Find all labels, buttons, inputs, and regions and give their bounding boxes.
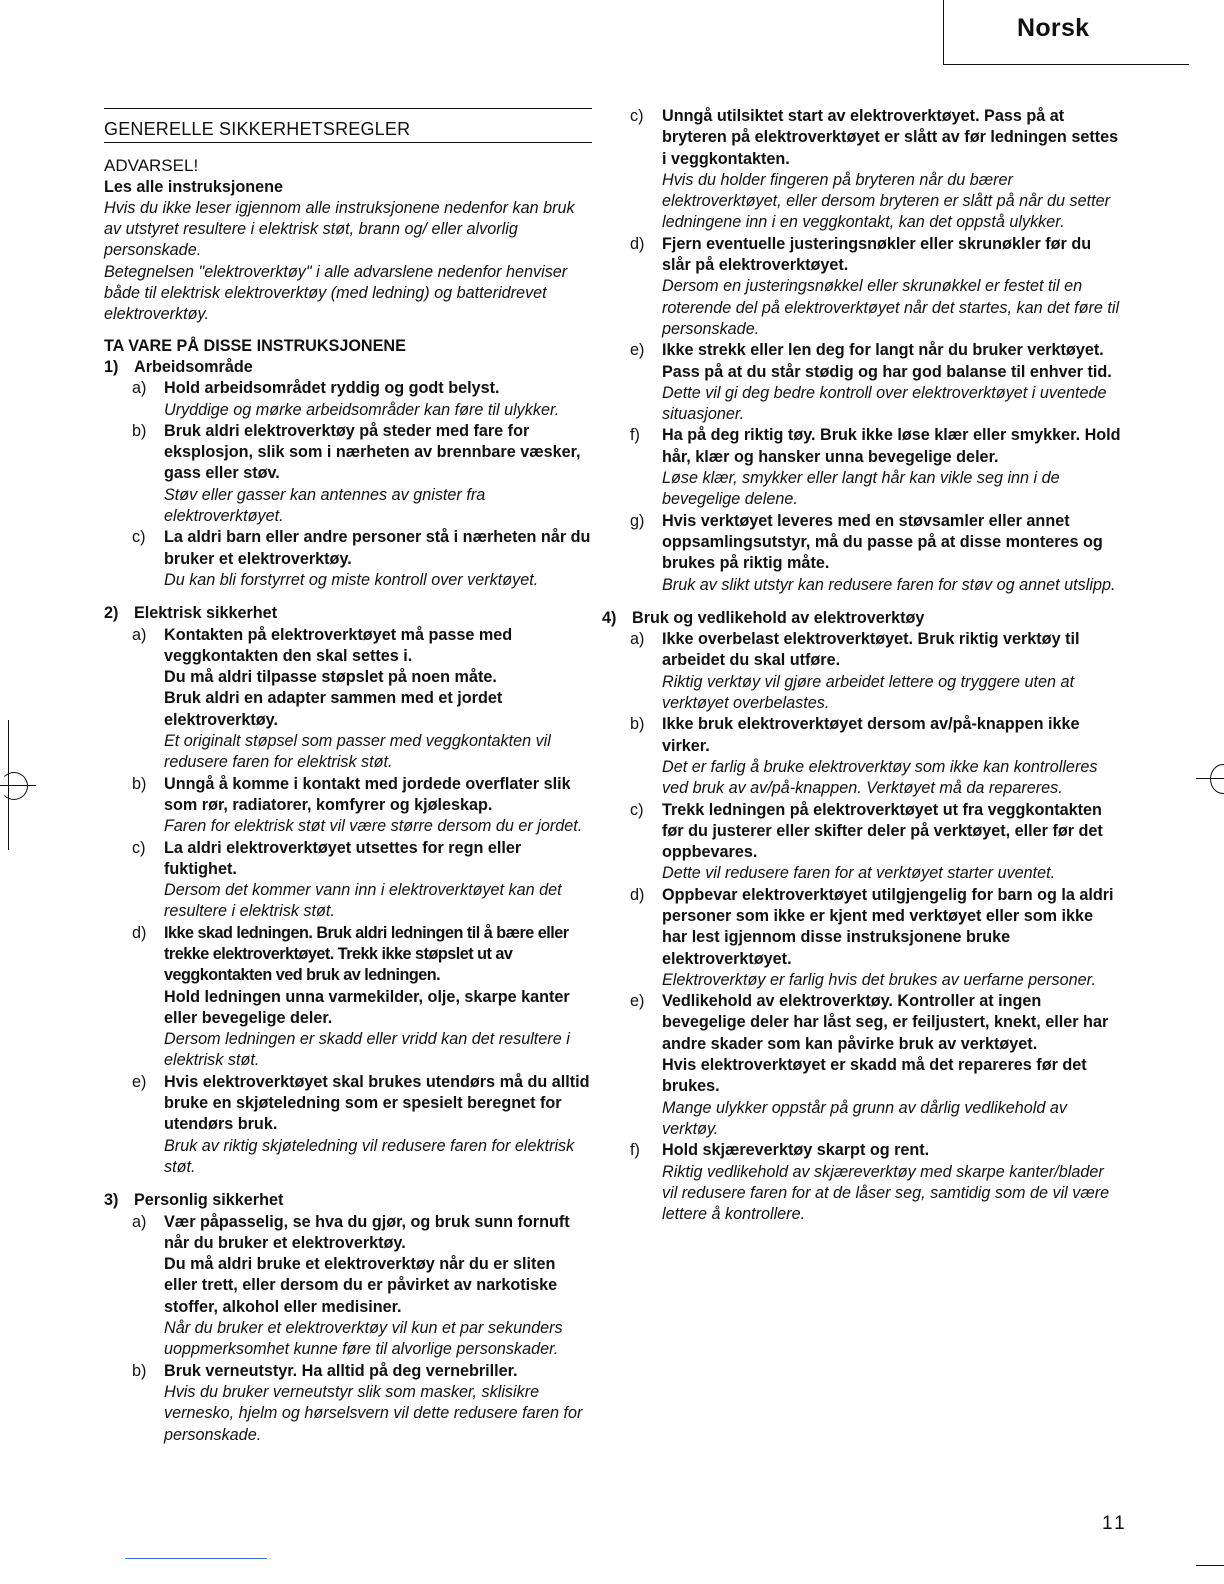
section-1-heading: 1) Arbeidsområde	[104, 357, 253, 376]
list-item: a) Hold arbeidsområdet ryddig og godt belyst. Uryddige og mørke arbeidsområder kan føre til ulykker.	[132, 379, 560, 419]
list-item: f) Ha på deg riktig tøy. Bruk ikke løse klær eller smykker. Hold hår, klær og hansker unna bevegelige deler. Løse klær, smykker eller langt hår kan vikle seg inn i de bevegelige delene.	[630, 426, 1121, 509]
list-item: c) Trekk ledningen på elektroverktøyet ut fra veggkontakten før du justerer eller skifter deler på verktøyet, eller før det oppbevares. Dette vil redusere faren for at verktøyet starter uventet.	[630, 800, 1103, 883]
list-item: c) La aldri barn eller andre personer stå i nærheten når du bruker et elektroverktøy. Du kan bli forstyrret og miste kontroll over verktøyet.	[132, 528, 591, 589]
list-item: b) Bruk verneutstyr. Ha alltid på deg vernebriller. Hvis du bruker verneutstyr slik som masker, sklisikre vernesko, hjelm og hørselsvern vil dette redusere faren for personskade.	[132, 1361, 583, 1444]
page-number: 11	[1102, 1513, 1128, 1534]
list-item: b) Ikke bruk elektroverktøyet dersom av/på-knappen ikke virker. Det er farlig å bruke elektroverktøy som ikke kan kontrolleres ved bruk av av/på-knappen. Verktøyet må da repareres.	[630, 715, 1098, 798]
crop-mark-left-circle	[0, 772, 28, 800]
section-3-heading: 3) Personlig sikkerhet	[104, 1191, 284, 1210]
list-item: g) Hvis verktøyet leveres med en støvsamler eller annet oppsamlingsutstyr, må du passe på at disse monteres og brukes på riktig måte. Bruk av slikt utstyr kan redusere faren for støv og annet utslipp.	[630, 511, 1116, 594]
left-column	[104, 108, 592, 1446]
list-item: e) Vedlikehold av elektroverktøy. Kontroller at ingen bevegelige deler har låst seg, er feiljustert, knekt, eller har andre skader som kan påvirke bruk av verktøyet. Hvis elektroverktøyet er skadd må det repareres før det brukes. Mange ulykker oppstår på grunn av dårlig vedlikehold av verktøy.	[630, 992, 1109, 1138]
bottom-rule	[125, 1558, 267, 1559]
crop-mark-right-circle	[1210, 764, 1224, 794]
right-column	[602, 106, 1122, 1225]
list-item: d) Oppbevar elektroverktøyet utilgjengelig for barn og la aldri personer som ikke er kjent med verktøyet eller som ikke har lest igjennom disse instruksjonene bruke elektroverktøyet. Elektroverktøy er farlig hvis det brukes av uerfarne personer.	[630, 885, 1114, 989]
crop-mark-bottom-right	[1196, 1565, 1224, 1566]
language-label: Norsk	[1017, 14, 1090, 42]
intro-paragraph-2: Betegnelsen "elektroverktøy" i alle advarslene nedenfor henviser både til elektrisk elektroverktøy (med ledning) og batteridrevet elektroverktøy.	[104, 262, 568, 324]
list-item: c) La aldri elektroverktøyet utsettes for regn eller fuktighet. Dersom det kommer vann inn i elektroverktøyet kan det resultere i elektrisk støt.	[132, 838, 562, 921]
list-item: a) Kontakten på elektroverktøyet må passe med veggkontakten den skal settes i. Du må aldri tilpasse støpslet på noen måte. Bruk aldri en adapter sammen med et jordet elektroverktøy. Et originalt støpsel som passer med veggkontakten vil redusere faren for elektrisk støt.	[132, 625, 551, 772]
list-item: a) Vær påpasselig, se hva du gjør, og bruk sunn fornuft når du bruker et elektroverktøy. Du må aldri bruke et elektroverktøy når du er sliten eller trett, eller dersom du er påvirket av narkotiske stoffer, alkohol eller medisiner. Når du bruker et elektroverktøy vil kun et par sekunders uoppmerksomhet kunne føre til alvorlige personskader.	[132, 1212, 570, 1359]
section-4-heading: 4) Bruk og vedlikehold av elektroverktøy	[602, 608, 925, 627]
list-item: b) Bruk aldri elektroverktøy på steder med fare for eksplosjon, slik som i nærheten av brennbare væsker, gass eller støv. Støv eller gasser kan antennes av gnister fra elektroverktøyet.	[132, 421, 581, 526]
list-item: b) Unngå å komme i kontakt med jordede overflater slik som rør, radiatorer, komfyrer og kjøleskap. Faren for elektrisk støt vil være større dersom du er jordet.	[132, 774, 583, 836]
warning-heading: ADVARSEL!	[104, 156, 199, 176]
section-title: GENERELLE SIKKERHETSREGLER	[104, 108, 592, 143]
intro-paragraph-1: Hvis du ikke leser igjennom alle instruksjonene nedenfor kan bruk av utstyret resultere i elektrisk støt, brann og/ eller alvorlig personskade.	[104, 198, 575, 260]
list-item: c) Unngå utilsiktet start av elektroverktøyet. Pass på at bryteren på elektroverktøyet er slått av før ledningen settes i veggkontakten. Hvis du holder fingeren på bryteren når du bærer elektroverktøyet, eller dersom bryteren er slått på når du setter ledningene inn i en veggkontakt, kan det oppstå ulykker.	[630, 107, 1119, 232]
list-item: e) Hvis elektroverktøyet skal brukes utendørs må du alltid bruke en skjøteledning som er spesielt beregnet for utendørs bruk. Bruk av riktig skjøteledning vil redusere faren for elektrisk støt.	[132, 1072, 590, 1176]
language-header-box	[943, 0, 1189, 65]
read-all-heading: Les alle instruksjonene	[104, 177, 284, 196]
list-item: d) Ikke skad ledningen. Bruk aldri ledningen til å bære eller trekke elektroverktøyet. Trekk ikke støpslet ut av veggkontakten ved bruk av ledningen. Hold ledningen unna varmekilder, olje, skarpe kanter eller bevegelige deler. Dersom ledningen er skadd eller vridd kan det resultere i elektrisk støt.	[132, 923, 570, 1070]
list-item: a) Ikke overbelast elektroverktøyet. Bruk riktig verktøy til arbeidet du skal utføre. Riktig verktøy vil gjøre arbeidet lettere og tryggere uten at verktøyet overbelastes.	[630, 630, 1080, 713]
list-item: d) Fjern eventuelle justeringsnøkler eller skrunøkler før du slår på elektroverktøyet. Dersom en justeringsnøkkel eller skrunøkkel er festet til en roterende del på elektroverktøyet når det startes, kan det føre til personskade.	[630, 234, 1120, 338]
section-2-heading: 2) Elektrisk sikkerhet	[104, 604, 278, 623]
list-item: f) Hold skjæreverktøy skarpt og rent. Riktig vedlikehold av skjæreverktøy med skarpe kanter/blader vil redusere faren for at de låser seg, samtidig som de vil være lettere å kontrollere.	[630, 1141, 1110, 1224]
list-item: e) Ikke strekk eller len deg for langt når du bruker verktøyet. Pass på at du står stødig og har god balanse til enhver tid. Dette vil gi deg bedre kontroll over elektroverktøyet i uventede situasjoner.	[630, 341, 1112, 424]
keep-instructions-heading: TA VARE PÅ DISSE INSTRUKSJONENE	[104, 336, 406, 355]
